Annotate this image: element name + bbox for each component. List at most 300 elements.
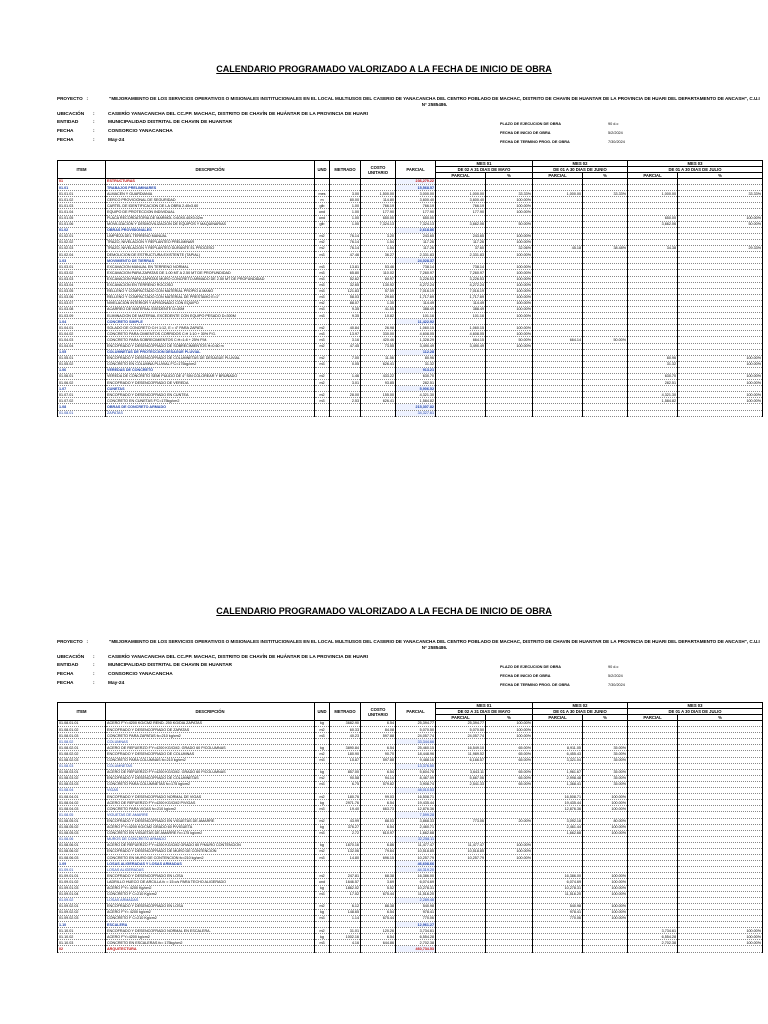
cell-costo: 120.26 [361, 928, 396, 934]
cell-parcial: 2,289.46 [396, 897, 436, 903]
cell-und: m3 [315, 294, 330, 300]
cell-metrado: 90.58 [330, 775, 361, 781]
th-sub-parcial: PARCIAL [628, 173, 678, 179]
cell-mes1-pct: 100.00% [486, 313, 533, 319]
cell-und: m3 [315, 891, 330, 897]
cell-costo: 84.08 [361, 727, 396, 733]
cell-mes2-pct: 100.00% [583, 806, 628, 812]
cell-descripcion: EXCAVACION MANUAL EN TERRENO NORMAL [106, 264, 315, 270]
cell-item: 01.05.01 [58, 355, 106, 361]
cell-item: 01.10.01 [58, 928, 106, 934]
cell-parcial: 9,488.16 [396, 757, 436, 763]
cell-mes2-parcial: 16,508.71 [533, 794, 583, 800]
cell-item: 1.09 [58, 861, 106, 867]
cell-costo: 6.54 [361, 824, 396, 830]
cell-mes1-pct: 100.00% [486, 727, 533, 733]
cell-parcial: 766.19 [396, 203, 436, 209]
cell-parcial: 10,278.31 [396, 885, 436, 891]
cell-metrado: 88.07 [330, 300, 361, 306]
cell-mes1-pct: 65.00% [486, 757, 533, 763]
cell-item: 01.01.03 [58, 203, 106, 209]
cell-item: 01.01 [58, 185, 106, 191]
cell-item: 1.03 [58, 258, 106, 264]
schedule-table [57, 702, 763, 953]
th-sub-pct: % [486, 173, 533, 179]
cell-descripcion: ACERO DE REFUERZO F'Y=4200 KG/CM2 GRADO 60 P/MURO CONTENCION [106, 842, 315, 848]
cell-descripcion: ENCOFRADO Y DESENCOFRADO DE SOBRECIMIENTOS H=0.60 m [106, 343, 315, 349]
cell-item: 01.09.02.02 [58, 909, 106, 915]
cell-mes1-parcial: 4,608.05 [436, 331, 486, 337]
cell-parcial: 2,702.38 [396, 940, 436, 946]
cell-item: 01.08.04.01 [58, 794, 106, 800]
cell-descripcion: LOSAS ARMADAS [106, 897, 315, 903]
cell-mes1-pct: 100.00% [486, 294, 533, 300]
cell-mes1-parcial: 11,989.52 [436, 751, 486, 757]
cell-metrado: 60.33 [330, 727, 361, 733]
cell-costo: 597.88 [361, 757, 396, 763]
cell-descripcion: EXCAVACION PARA ZAPATAS MURO CONCRETO ARMADO DE 2.50 MT DE PROFUNDIDAD [106, 276, 315, 282]
cell-descripcion: LADRILLO HUECO DE ARCILLA fc = 15 c/s PARA TECHO ALIGERADO [106, 879, 315, 885]
cell-mes2-pct: 80.00% [583, 818, 628, 824]
cell-item: 01.08.02 [58, 739, 106, 745]
cell-item: 1.07 [58, 386, 106, 392]
cell-item: 01.01.01 [58, 191, 106, 197]
cell-item: 01.09.01 [58, 867, 106, 873]
cell-parcial: 13,376.50 [396, 763, 436, 769]
cell-mes1-pct: 100.00% [486, 209, 533, 215]
cell-descripcion: MOVILIZACION Y DESMOVILIZACION DE EQUIPOS Y MAQUINARIAS [106, 221, 315, 227]
cell-costo [361, 410, 396, 416]
cell-metrado: 76.14 [330, 246, 361, 252]
cell-und: glb [315, 203, 330, 209]
cell-mes3-parcial: 4,321.30 [628, 392, 678, 398]
cell-descripcion: SOLADO DE CONCRETO C:H 1:12, E = 4" PARA ZAPATA [106, 325, 315, 331]
cell-descripcion: ELIMINACION DE MATERIAL EXCEDENTE CON EQUIPO PESADO D=300M [106, 313, 315, 319]
cell-metrado [330, 946, 361, 952]
cell-descripcion: LOSAS ALIGERADAS [106, 867, 315, 873]
cell-parcial: 12,876.36 [396, 806, 436, 812]
cell-descripcion: ENCOFRADO Y DESENCOFRADO EN LOSA [106, 903, 315, 909]
cell-parcial: 11,516.20 [396, 891, 436, 897]
cell-costo: 1,500.00 [361, 191, 396, 197]
cell-costo: 93.85 [361, 380, 396, 386]
cell-costo: 675.44 [361, 916, 396, 922]
cell-mes1-parcial: 766.19 [436, 203, 486, 209]
cell-parcial: 177.90 [396, 209, 436, 215]
cell-item: 1.06 [58, 367, 106, 373]
cell-mes1-pct: 100.00% [486, 239, 533, 245]
cell-costo: 90.70 [361, 751, 396, 757]
cell-metrado: 2.72 [330, 830, 361, 836]
cell-item: 01.07.01 [58, 392, 106, 398]
cell-mes1-pct [486, 410, 533, 416]
sheet-page-2: CALENDARIO PROGRAMADO VALORIZADO A LA FECHA DE INICIO DE OBRA PROYECTO : "MEJORAMIENTO DE LOS SERVICIOS OPERATIVOS O MISIONALES INSTITUCIONALES EN EL LOCAL MULTIUSOS DEL CASERIO DE YANACANCHA DEL CENTRO POBLADO DE MACHAC, DISTRITO DE CHAVIN DE HUANTAR DE LA PROVINCIA DE HUARI DEL DEPARTAMENTO DE ANCASH", C.U.I N° 2585486. UBICACIÓN : CASERÍO YANACANCHA DEL CC.PP. MACHAC, DISTRITO DE CHAVÍN DE HUÁNTAR DE LA PROVINCIA DE HUARI ENTIDAD : MUNICIPALIDAD DISTRITAL DE CHAVIN DE HUANTAR FECHA : CONSORCIO YANACANCHA FECHA : May-24 PLAZO DE EJECUCION DE OBRA 90 d.c FECHA DE INICIO DE OBRA 5/2/2024 FECHA DE TERMINO PROG. DE OBRA 7/30/2024 ITEM DESCRIPCIÓN UND METRADO COSTO UNITARIO PARCIAL MES 01 MES 02 MES 03 DE 02 A 31 DIAS DE MAYO DE 01 A 30 DIAS DE JUNIO DE 01 A 30 DIAS DE JULIO PARCIAL % PARCIAL % PARCIAL % 01.08.01.01 ACERO F'Y=4200 KG/CM2 REND. 250 KG/DIA ZAPATAS kg 3682.90 6.54 25,394.77 25,394.77 100.00% 01.08.01.02 ENCOFRADO Y DESENCOFRADO DE ZAPATAS m2 60.33 84.08 5,070.50 5,070.50 100.00% 01.08.01.03 CONCRETO PARA ZAPATAS fc=210 kg/cm2 m3 40.23 597.88 24,057.74 24,057.74 100.00% 01.08.02 COLUMNAS 33,344.66 01.08.02.01 ACERO DE REFUERZO F'Y=4200 KG/CM2. GRADO 60 P/COLUMNAS kg 3890.84 6.54 25,460.15 16,549.10 65.00% 8,911.05 35.00% 01.08.02.02 ENCOFRADO Y DESENCOFRADO DE COLUMNAS m2 180.90 90.70 18,448.96 11,989.52 65.00% 6,455.43 35.00% 01.08.02.03 CONCRETO PARA COLUMNAS fc=210 kg/cm2 m3 15.87 597.88 9,488.16 6,166.57 65.00% 3,321.04 35.00% 01.08.03 COLUMNETAS 13,376.50 01.08.03.01 ACERO DE REFUERZO F'Y=4200 KG/CM2. GRADO 60 P/COLUMNAS kg 857.00 6.54 5,604.78 3,643.11 65.00% 1,961.67 35.00% 01.08.03.02 ENCOFRADO Y DESENCOFRADO DE COLUMNETAS m2 90.58 94.14 8,467.09 5,667.06 65.00% 2,998.48 35.00% 01.08.03.03 CONCRETO PARA COLUMNETAS fc=175 kg/cm2 m3 6.75 579.82 3,908.74 2,541.33 65.00% 1,368.41 35.00% 01.08.04 VIGAS 48,010.53 01.08.04.01 ENCOFRADO Y DESENCOFRADO NORMAL DE VIGAS m2 180.76 99.03 16,508.71 16,508.71 100.00% 01.08.04.02 ACERO DE REFUERZO F'Y=4200 KG/CM2 P/VIGAS kg 2971.76 6.54 19,435.44 19,435.44 100.00% 01.08.04.03 CONCRETO PARA VIGAS fc=210 kg/cm2 m3 19.40 663.73 12,876.36 12,876.36 100.00% 01.08.05 VIGUETAS DE AMARRE 7,599.28 01.08.05.01 ENCOFRADO Y DESENCOFRADO EN VIGUETAS DE AMARRE m2 43.99 88.03 3,868.33 773.06 20.00% 3,092.18 80.00% 01.08.05.02 ACERO F'Y=4200 KG/CM2 GRADO 60 P/VIGUETA kg 376.27 6.54 2,460.71 2,461.44 100.00% 01.08.05.03 CONCRETO EN VIGUETAS DE AMARRE f'c=175 kg/cm2 m3 2.72 610.97 1,662.68 1,662.68 100.00% 01.08.06 MUROS DE CONCRETO ARMADO 32,258.11 01.08.06.01 ACERO DE REFUERZO F'Y=4200 KG/CM2 GRADO 60 P/MURO CONTENCION kg 1670.16 6.86 11,477.47 11,477.47 100.00% 01.08.06.02 ENCOFRADO Y DESENCOFRADO DE MURO DE CONTENCION m2 132.06 79.64 10,518.85 10,518.85 100.00% 01.08.06.03 CONCRETO EN MURO DE CONTENCION fc=210 kg/cm2 m3 14.80 696.15 10,257.79 10,257.79 100.00% 1.09 LOSAS ALIGERADAS Y LOSAS ARMADAS 46,608.66 01.09.01 LOSAS ALIGERADAS 44,319.20 01.09.01.01 ENCOFRADO Y DESENCOFRADO EN LOSA m2 247.81 68.38 16,386.00 16,386.00 100.00% 01.09.01.02 LADRILLO HUECO DE ARCILLA fc = 15 c/s PARA TECHO ALIGERADO und 1646.57 3.69 6,074.69 6,074.69 100.00% 01.09.01.03 ACERO F'Y= 4200 Kg/cm2 kg 1862.02 5.52 10,278.31 10,278.31 100.00% 01.09.01.04 CONCRETO F C=210 Kg/cm2 m3 17.02 675.44 11,516.20 11,516.20 100.00% 01.09.02 LOSAS ARMADAS 2,289.46 01.09.02.01 ENCOFRADO Y DESENCOFRADO EN LOSA m2 6.12 88.38 540.98 540.98 100.00% 01.09.02.02 ACERO F'Y= 4200 kg/cm2 kg 148.65 6.54 978.41 978.41 100.00% 01.09.02.03 CONCRETO F C=210 Kg/cm2 m3 1.14 675.44 770.06 770.06 100.00% 1.10 ESCALERA 12,961.27 01.10.01 ENCOFRADO Y DESENCOFRADO NORMAL EN ESCALERA. m2 31.01 120.26 3,734.61 3,734.61 100.00% 01.10.02 ACERO F'Y=4200 kg/cm2 kg 1002.16 6.54 6,554.28 6,554.28 100.00% 01.10.03 CONCRETO EN ESCALERAS fc= 175kg/cm2 m3 4.16 644.86 2,702.38 2,702.38 100.00% 02 ARQUITECTURA 460,734.53 [0, 512, 768, 1024]
cell-item: 01.08.05.03 [58, 830, 106, 836]
cell-parcial: 10,257.79 [396, 855, 436, 861]
cell-und: m3 [315, 781, 330, 787]
cell-mes1-parcial: 37.60 [436, 246, 486, 252]
cell-mes2-parcial: 1,961.67 [533, 769, 583, 775]
cell-parcial: 24,057.74 [396, 733, 436, 739]
cell-descripcion: CONCRETO EN VIGUETAS DE AMARRE f'c=175 kg/cm2 [106, 830, 315, 836]
th-sub-parcial: PARCIAL [533, 715, 583, 721]
cell-metrado: 17.02 [330, 891, 361, 897]
cell-descripcion: NIVELACION INTERIOR Y APISONADO CON EQUIPO [106, 300, 315, 306]
cell-costo: 41.55 [361, 306, 396, 312]
cell-parcial: 7,599.28 [396, 812, 436, 818]
cell-mes1-pct: 100.00% [486, 855, 533, 861]
cell-mes1-parcial: 6,166.57 [436, 757, 486, 763]
cell-mes2-parcial: 6,455.43 [533, 751, 583, 757]
cell-mes1-pct: 32.06% [486, 246, 533, 252]
cell-descripcion: ACERO DE REFUERZO F'Y=4200 KG/CM2. GRADO 60 P/COLUMNAS [106, 745, 315, 751]
cell-mes2-pct: 35.00% [583, 781, 628, 787]
cell-costo: 6.54 [361, 800, 396, 806]
cell-costo: 155.00 [361, 392, 396, 398]
cell-costo: 1.54 [361, 246, 396, 252]
cell-metrado: 14.80 [330, 855, 361, 861]
cell-und: m3 [315, 916, 330, 922]
cell-item: 01.08.02.02 [58, 751, 106, 757]
cell-mes1-parcial: 664.15 [436, 337, 486, 343]
cell-und: m3 [315, 361, 330, 367]
cell-parcial: 7,016.19 [396, 288, 436, 294]
cell-descripcion: ENCOFRADO Y DESENCOFRADO DE COLUMNETAS [106, 775, 315, 781]
cell-item: 01.01.04 [58, 209, 106, 215]
cell-descripcion: MOVIMIENTO DE TIERRAS [106, 258, 315, 264]
cell-parcial: 117.26 [396, 246, 436, 252]
cell-metrado: 376.27 [330, 824, 361, 830]
cell-und: m2 [315, 794, 330, 800]
cell-mes1-parcial: 1,717.69 [436, 294, 486, 300]
cell-descripcion: VEREDA DE CONCRETO SEMI PULIDO DE 4" SIN COLOREAR Y BRUÑADO [106, 374, 315, 380]
cell-mes1-pct: 50.00% [486, 337, 533, 343]
cell-mes1-parcial: 114.49 [436, 300, 486, 306]
cell-mes3-pct: 100.00% [678, 934, 763, 940]
cell-mes3-pct: 100.00% [678, 398, 763, 404]
cell-descripcion: ENCOFRADO Y DESENCOFRADO DE MURO DE CONTENCION [106, 848, 315, 854]
cell-metrado: 1.00 [330, 221, 361, 227]
cell-item: 1.08 [58, 404, 106, 410]
inicio-row: FECHA DE INICIO DE OBRA 5/2/2024 [500, 131, 623, 135]
cell-mes3-pct: 100.00% [678, 928, 763, 934]
cell-item: 01.07.02 [58, 398, 106, 404]
cell-mes2-parcial: 11,516.20 [533, 891, 583, 897]
cell-mes2-pct: 100.00% [583, 909, 628, 915]
cell-costo: 597.88 [361, 733, 396, 739]
th-mes3-range: DE 01 A 30 DIAS DE JULIO [628, 709, 763, 715]
table-row [58, 410, 763, 416]
cell-mes3-pct: 100.00% [678, 940, 763, 946]
cell-mes2-pct: 100.00% [583, 830, 628, 836]
cell-costo: 29.60 [361, 294, 396, 300]
cell-mes1-pct: 100.00% [486, 848, 533, 854]
th-sub-parcial: PARCIAL [436, 715, 486, 721]
cell-und: m2 [315, 246, 330, 252]
cell-item: 01.08.04.03 [58, 806, 106, 812]
cell-mes2-pct: 38.48% [583, 246, 628, 252]
cell-mes3-pct: 100.00% [678, 374, 763, 380]
th-sub-parcial: PARCIAL [628, 715, 678, 721]
cell-descripcion: ACERO F'Y= 4200 kg/cm2 [106, 909, 315, 915]
cell-costo: 88.03 [361, 818, 396, 824]
cell-metrado: 13.97 [330, 331, 361, 337]
cell-descripcion: ACERO F'Y= 4200 Kg/cm2 [106, 885, 315, 891]
cell-metrado [330, 410, 361, 416]
cell-parcial: 1,060.15 [396, 325, 436, 331]
cell-parcial: 2,618.86 [396, 227, 436, 233]
cell-und: m2 [315, 818, 330, 824]
cell-item: 01.08.04 [58, 788, 106, 794]
cell-mes2-parcial: 664.14 [533, 337, 583, 343]
cell-item: 01.02.01 [58, 233, 106, 239]
cell-descripcion: TRAZO, NIVELACION Y REPLANTEO PRELIMINAR [106, 239, 315, 245]
cell-mes3-parcial: 1,584.82 [628, 398, 678, 404]
cell-item: 01 [58, 179, 106, 185]
cell-und: m3 [315, 398, 330, 404]
th-mes3: MES 03 [628, 703, 763, 709]
cell-mes3-pct: 100.00% [678, 380, 763, 386]
cell-mes3-parcial: 2,702.38 [628, 940, 678, 946]
cell-parcial: 913.21 [396, 367, 436, 373]
cell-descripcion: EXCAVACION EN TERRENO ROCOSO [106, 282, 315, 288]
cell-item: 01.10.03 [58, 940, 106, 946]
cell-mes2-parcial: 16,386.00 [533, 873, 583, 879]
cell-metrado: 40.23 [330, 733, 361, 739]
cell-metrado: 58.03 [330, 294, 361, 300]
th-costo: COSTO UNITARIO [361, 161, 396, 179]
cell-metrado: 3682.90 [330, 721, 361, 727]
cell-und: m2 [315, 380, 330, 386]
cell-mes1-pct: 100.00% [486, 233, 533, 239]
cell-parcial: 243.65 [396, 233, 436, 239]
cell-item: 01.06.01 [58, 374, 106, 380]
cell-parcial: 46,608.66 [396, 861, 436, 867]
cell-parcial: 3,734.61 [396, 928, 436, 934]
cell-parcial: 738.14 [396, 264, 436, 270]
cell-mes2-parcial: 19,435.44 [533, 800, 583, 806]
page-title: CALENDARIO PROGRAMADO VALORIZADO A LA FECHA DE INICIO DE OBRA [216, 64, 552, 74]
cell-descripcion: CONCRETO F C=210 Kg/cm2 [106, 891, 315, 897]
cell-descripcion: OBRAS DE CONCRETO ARMADO [106, 404, 315, 410]
cell-metrado: 52.62 [330, 276, 361, 282]
cell-parcial: 1,328.29 [396, 337, 436, 343]
cell-parcial: 117.26 [396, 239, 436, 245]
cell-item: 01.10.02 [58, 934, 106, 940]
cell-item: 01.09.01.02 [58, 879, 106, 885]
cell-costo: 610.97 [361, 830, 396, 836]
cell-costo: 7,324.13 [361, 221, 396, 227]
cell-costo: 110.02 [361, 270, 396, 276]
cell-descripcion: RELLENO Y COMPACTADO CON MATERIAL PROPIO A MANO [106, 288, 315, 294]
cell-und: m3 [315, 733, 330, 739]
cell-descripcion: CONCRETO EN MURO DE CONTENCION fc=210 kg/cm2 [106, 855, 315, 861]
cell-parcial: 3,600.40 [396, 197, 436, 203]
cell-descripcion: ACARREO DE MATERIAL EXEDENTE D=30M [106, 306, 315, 312]
cell-mes2-pct: 100.00% [583, 794, 628, 800]
cell-mes1-parcial: 101.16 [436, 313, 486, 319]
cell-mes3-pct: 100.00% [678, 361, 763, 367]
inicio-row: FECHA DE INICIO DE OBRA 5/2/2024 [500, 674, 623, 678]
cell-metrado: 80.00 [330, 197, 361, 203]
termino-row: FECHA DE TERMINO PROG. DE OBRA 7/30/2024 [500, 140, 625, 144]
cell-mes1-parcial: 1,060.15 [436, 325, 486, 331]
cell-parcial: 978.41 [396, 909, 436, 915]
cell-parcial: 3,908.74 [396, 781, 436, 787]
th-und: UND [315, 161, 330, 179]
cell-mes3-parcial: 34.38 [628, 246, 678, 252]
cell-und: m2 [315, 928, 330, 934]
cell-parcial: 25,394.77 [396, 721, 436, 727]
cell-mes1-pct: 65.00% [486, 775, 533, 781]
cell-parcial: 44,319.20 [396, 867, 436, 873]
cell-mes2-pct: 100.00% [583, 903, 628, 909]
cell-mes3-pct: 33.33% [678, 191, 763, 197]
cell-descripcion: ACERO F'Y=4200 KG/CM2 REND. 250 KG/DIA ZAPATAS [106, 721, 315, 727]
cell-mes1-parcial: 7,016.19 [436, 288, 486, 294]
cell-parcial: 2,460.71 [396, 824, 436, 830]
cell-mes2-parcial: 8,911.05 [533, 745, 583, 751]
cell-descripcion: VIGUETAS DE AMARRE [106, 812, 315, 818]
cell-descripcion: VIGAS [106, 788, 315, 794]
cell-item: 1.05 [58, 349, 106, 355]
cell-item: 01.08.06.03 [58, 855, 106, 861]
project-text: "MEJORAMIENTO DE LOS SERVICIOS OPERATIVOS O MISIONALES INSTITUCIONALES EN EL LOCAL MULTIUSOS DEL CASERIO DE YANACANCHA DEL CENTRO POBLADO DE MACHAC, DISTRITO DE CHAVIN DE HUANTAR DE LA PROVINCIA DE HUARI DEL DEPARTAMENTO DE ANCASH", C.U.I N° 2585486. [109, 639, 760, 651]
cell-descripcion: CONCRETO PARA COLUMNETAS fc=175 kg/cm2 [106, 781, 315, 787]
cell-mes1-pct: 33.33% [486, 191, 533, 197]
schedule-body [58, 721, 763, 953]
cell-costo: 3.20 [361, 233, 396, 239]
cell-parcial: 5,070.50 [396, 727, 436, 733]
cell-costo: 6.86 [361, 842, 396, 848]
cell-item: 01.01.06 [58, 221, 106, 227]
cell-und: m2 [315, 239, 330, 245]
cell-metrado: 6.75 [330, 781, 361, 787]
cell-mes2-parcial: 1,368.41 [533, 781, 583, 787]
cell-mes1-pct: 100.00% [486, 252, 533, 258]
cell-costo: 5.52 [361, 885, 396, 891]
cell-parcial: 15,568.57 [396, 185, 436, 191]
cell-item: 01.04.02 [58, 331, 106, 337]
cell-und [315, 410, 330, 416]
cell-metrado: 15.87 [330, 757, 361, 763]
cell-metrado: 2.53 [330, 398, 361, 404]
cell-mes3-parcial: 650.00 [628, 215, 678, 221]
cell-parcial: 1,584.82 [396, 398, 436, 404]
cell-descripcion: ENCOFRADO Y DESENCOFRADO EN CUNTEA [106, 392, 315, 398]
cell-metrado: 857.00 [330, 769, 361, 775]
cell-und: m2 [315, 751, 330, 757]
cell-parcial: 12,961.27 [396, 922, 436, 928]
cell-item: 01.08.01.03 [58, 733, 106, 739]
th-und: UND [315, 703, 330, 721]
cell-metrado: 3.01 [330, 380, 361, 386]
cell-mes2-parcial: 10,278.31 [533, 885, 583, 891]
cell-item: 01.02 [58, 227, 106, 233]
cell-descripcion: ALMACEN Y GUARDIANIA [106, 191, 315, 197]
cell-costo: 130.92 [361, 282, 396, 288]
cell-parcial: 11,477.47 [396, 842, 436, 848]
cell-parcial: 32,258.11 [396, 836, 436, 842]
cell-metrado: 1646.57 [330, 879, 361, 885]
page-title: CALENDARIO PROGRAMADO VALORIZADO A LA FECHA DE INICIO DE OBRA [216, 606, 552, 616]
cell-costo: 114.80 [361, 197, 396, 203]
cell-costo: 68.38 [361, 873, 396, 879]
cell-descripcion: ENCOFRADO Y DESENCOFRADO NORMAL DE VIGAS [106, 794, 315, 800]
cell-item: 01.03.01 [58, 264, 106, 270]
cell-und: und [315, 209, 330, 215]
cell-item: 01.08.06.01 [58, 842, 106, 848]
cell-mes1-parcial: 25,394.77 [436, 721, 486, 727]
cell-und: kg [315, 934, 330, 940]
th-descripcion: DESCRIPCIÓN [106, 703, 315, 721]
cell-costo: 663.73 [361, 806, 396, 812]
th-parcial: PARCIAL [396, 161, 436, 179]
cell-descripcion: ACERO DE REFUERZO F'Y=4200 KG/CM2. GRADO 60 P/COLUMNAS [106, 769, 315, 775]
cell-mes1-parcial: 5,070.50 [436, 727, 486, 733]
cell-parcial: 5,604.78 [396, 769, 436, 775]
cell-mes1-parcial [436, 946, 486, 952]
th-mes3: MES 03 [628, 161, 763, 167]
cell-item: 01.04.03 [58, 337, 106, 343]
cell-descripcion: CONCRETO PARA ZAPATAS fc=210 kg/cm2 [106, 733, 315, 739]
cell-parcial: 770.06 [396, 916, 436, 922]
cell-mes1-parcial: 2,331.83 [436, 252, 486, 258]
cell-mes1-parcial: 3,600.40 [436, 197, 486, 203]
cell-item: 01.09.01.01 [58, 873, 106, 879]
cell-mes1-pct: 100.00% [486, 282, 533, 288]
cell-und: m2 [315, 775, 330, 781]
cell-costo: 26.98 [361, 325, 396, 331]
cell-metrado: 6.12 [330, 903, 361, 909]
cell-metrado: 1.00 [330, 209, 361, 215]
cell-item: 01.05.02 [58, 361, 106, 367]
cell-parcial: 33,344.66 [396, 739, 436, 745]
sheet-page-1: CALENDARIO PROGRAMADO VALORIZADO A LA FECHA DE INICIO DE OBRA PROYECTO : "MEJORAMIENTO DE LOS SERVICIOS OPERATIVOS O MISIONALES INSTITUCIONALES EN EL LOCAL MULTIUSOS DEL CASERIO DE YANACANCHA DEL CENTRO POBLADO DE MACHAC, DISTRITO DE CHAVIN DE HUANTAR DE LA PROVINCIA DE HUARI DEL DEPARTAMENTO DE ANCASH", C.U.I N° 2585486. UBICACIÓN : CASERÍO YANACANCHA DEL CC.PP. MACHAC, DISTRITO DE CHAVÍN DE HUÁNTAR DE LA PROVINCIA DE HUARI ENTIDAD : MUNICIPALIDAD DISTRITAL DE CHAVIN DE HUANTAR FECHA : CONSORCIO YANACANCHA FECHA : May-24 PLAZO DE EJECUCION DE OBRA 90 d.c FECHA DE INICIO DE OBRA 5/2/2024 FECHA DE TERMINO PROG. DE OBRA 7/30/2024 ITEM DESCRIPCIÓN UND METRADO COSTO UNITARIO PARCIAL MES 01 MES 02 MES 03 DE 02 A 31 DIAS DE MAYO DE 01 A 30 DIAS DE JUNIO DE 01 A 30 DIAS DE JULIO PARCIAL % PARCIAL % PARCIAL % 01 ESTRUCTURAS 236,279.22 01.01 TRABAJOS PRELIMINARES 15,568.57 01.01.01 ALMACEN Y GUARDIANIA mes 3.00 1,500.00 3,000.00 1,000.00 33.33% 1,000.00 33.33% 1,000.00 33.33% 01.01.02 CERCO PROVICIONAL DE SEGURIDAD m 80.00 114.80 3,600.40 3,600.40 100.00% 01.01.03 CARTEL DE IDENTIFICACION DE LA OBRA 2.40x3.60 glb 1.00 766.19 766.19 766.19 100.00% 01.01.04 EQUIPO DE PROTECCION INDIVIDUAL und 1.00 177.90 177.90 177.90 100.00% 01.01.05 PLACA RECORDATORIA DE MARMOL 0.60X0.40X0.02m und 1.00 650.00 650.00 650.00 100.00% 01.01.06 MOVILIZACION Y DESMOVILIZACION DE EQUIPOS Y MAQUINARIAS glb 1.00 7,324.13 7,324.13 3,662.06 50.00% 3,662.06 50.00% 01.02 OBRAS PROVISIONALES 2,618.86 01.02.01 LIMPIEZA DEL TERRENO MANUAL m2 76.14 3.20 243.65 243.65 100.00% 01.02.02 TRAZO, NIVELACION Y REPLANTEO PRELIMINAR m2 76.14 1.54 117.26 117.26 100.00% 01.02.03 TRAZO, NIVELACION Y REPLANTEO DURANTE EL PROCESO m2 76.14 1.54 117.26 37.60 32.06% 45.18 38.48% 34.38 29.33% 01.02.04 DEMOLICION DE ESTRUCTURA EXISTENTE (TAPIAL) m3 47.46 36.27 2,331.83 2,331.83 100.00% 1.03 MOVIMIENTO DE TIERRAS 24,028.37 01.03.01 EXCAVACION MANUAL EN TERRENO NORMAL m3 13.81 53.46 738.14 738.14 100.00% 01.03.02 EXCAVACION PARA ZAPATAS DE 1.00 MT A 2.50 MT DE PROFUNDIDAD m3 65.80 110.02 7,260.97 7,260.97 100.00% 01.03.03 EXCAVACION PARA ZAPATAS MURO CONCRETO ARMADO DE 2.50 MT DE PROFUNDIDAD m3 52.62 60.97 3,226.53 3,226.53 100.00% 01.03.04 EXCAVACION EN TERRENO ROCOSO m3 32.65 130.92 4,272.24 4,272.24 100.00% 01.03.05 RELLENO Y COMPACTADO CON MATERIAL PROPIO A MANO m3 121.83 57.59 7,016.19 7,016.19 100.00% 01.03.06 RELLENO Y COMPACTADO CON MATERIAL DE PRESTAMO E=1" m3 58.03 29.60 1,717.69 1,717.69 100.00% 01.03.07 NIVELACION INTERIOR Y APISONADO CON EQUIPO m2 88.07 1.30 114.49 114.49 100.00% 01.03.08 ACARREO DE MATERIAL EXEDENTE D=30M m3 9.35 41.55 388.49 388.49 100.00% 01.03.09 ELIMINACION DE MATERIAL EXCEDENTE CON EQUIPO PESADO D=300M m3 9.35 10.82 101.16 101.16 100.00% 1.04 CONCRETO SIMPLE 11,422.92 01.04.01 SOLADO DE CONCRETO C:H 1:12, E = 4" PARA ZAPATA m2 40.84 26.98 1,060.15 1,060.15 100.00% 01.04.02 CONCRETO PARA CIMIENTOS CORRIDOS C:H 1:10 + 30% P.G. m3 13.97 330.00 4,608.05 4,608.05 100.00% 01.04.03 CONCRETO PARA SOBRECIMIENTOS C:H=1:8 + 25% P.M. m3 3.16 420.46 1,328.29 664.15 50.00% 664.14 50.00% 01.04.04 ENCOFRADO Y DESENCOFRADO DE SOBRECIMIENTOS H=0.60 m m2 47.45 73.55 3,490.49 3,490.49 100.00% 1.05 COLUMNETAS DE PROTECCION DESAGUE PLUVIAL 112.28 01.05.01 ENCOFRADO Y DESENCOFRADO DE COLUMNETAS DE DESAGUE PLUVIAL m2 7.00 11.56 80.96 80.96 100.00% 01.05.02 CONCRETO EN COLUMNA PLUVIAL F'C=175kg/cm2 m3 0.05 626.41 31.32 31.32 100.00% 1.06 VEREDAS DE CONCRETO 913.21 01.06.01 VEREDA DE CONCRETO SEMI PULIDO DE 4" SIN COLOREAR Y BRUÑADO m2 1.46 433.22 630.70 630.70 100.00% 01.06.02 ENCOFRADO Y DESENCOFRADO DE VEREDA m2 3.01 93.85 282.51 282.51 100.00% 1.07 CUNETAS 5,906.52 01.07.01 ENCOFRADO Y DESENCOFRADO EN CUNTEA m2 28.00 155.00 4,321.30 4,321.30 100.00% 01.07.02 CONCRETO EN CUNETAS F'C=175kg/cm2 m3 2.53 626.41 1,584.82 1,584.82 100.00% 1.08 OBRAS DE CONCRETO ARMADO 215,307.82 01.08.01 ZAPATAS 34,327.61 [0, 0, 768, 512]
cell-mes2-parcial [533, 946, 583, 952]
cell-item: 01.03.02 [58, 270, 106, 276]
cell-item: 01.01.02 [58, 197, 106, 203]
cell-item: 01.09.02.03 [58, 916, 106, 922]
cell-parcial: 2,331.83 [396, 252, 436, 258]
th-metrado: METRADO [330, 703, 361, 721]
cell-descripcion: ENCOFRADO Y DESENCOFRADO DE COLUMNAS [106, 751, 315, 757]
cell-parcial: 6,074.69 [396, 879, 436, 885]
cell-item: 01.08.03.03 [58, 781, 106, 787]
cell-metrado: 132.06 [330, 848, 361, 854]
cell-mes1-parcial: 738.14 [436, 264, 486, 270]
cell-costo: 6.54 [361, 769, 396, 775]
cell-item: 01.03.04 [58, 282, 106, 288]
cell-und: m3 [315, 264, 330, 270]
cell-descripcion: CERCO PROVICIONAL DE SEGURIDAD [106, 197, 315, 203]
cell-mes1-parcial: 177.90 [436, 209, 486, 215]
project-label: PROYECTO : [57, 639, 89, 644]
cell-parcial: 3,490.49 [396, 343, 436, 349]
cell-descripcion: COLUMNETAS DE PROTECCION DESAGUE PLUVIAL [106, 349, 315, 355]
cell-und: m [315, 197, 330, 203]
th-sub-parcial: PARCIAL [436, 173, 486, 179]
cell-metrado: 43.99 [330, 818, 361, 824]
cell-parcial: 6,554.28 [396, 934, 436, 940]
cell-metrado: 28.00 [330, 392, 361, 398]
cell-und: kg [315, 745, 330, 751]
cell-metrado: 148.65 [330, 909, 361, 915]
cell-costo: 696.15 [361, 855, 396, 861]
cell-und: m3 [315, 288, 330, 294]
cell-parcial: 3,000.00 [396, 191, 436, 197]
cell-costo: 60.97 [361, 276, 396, 282]
